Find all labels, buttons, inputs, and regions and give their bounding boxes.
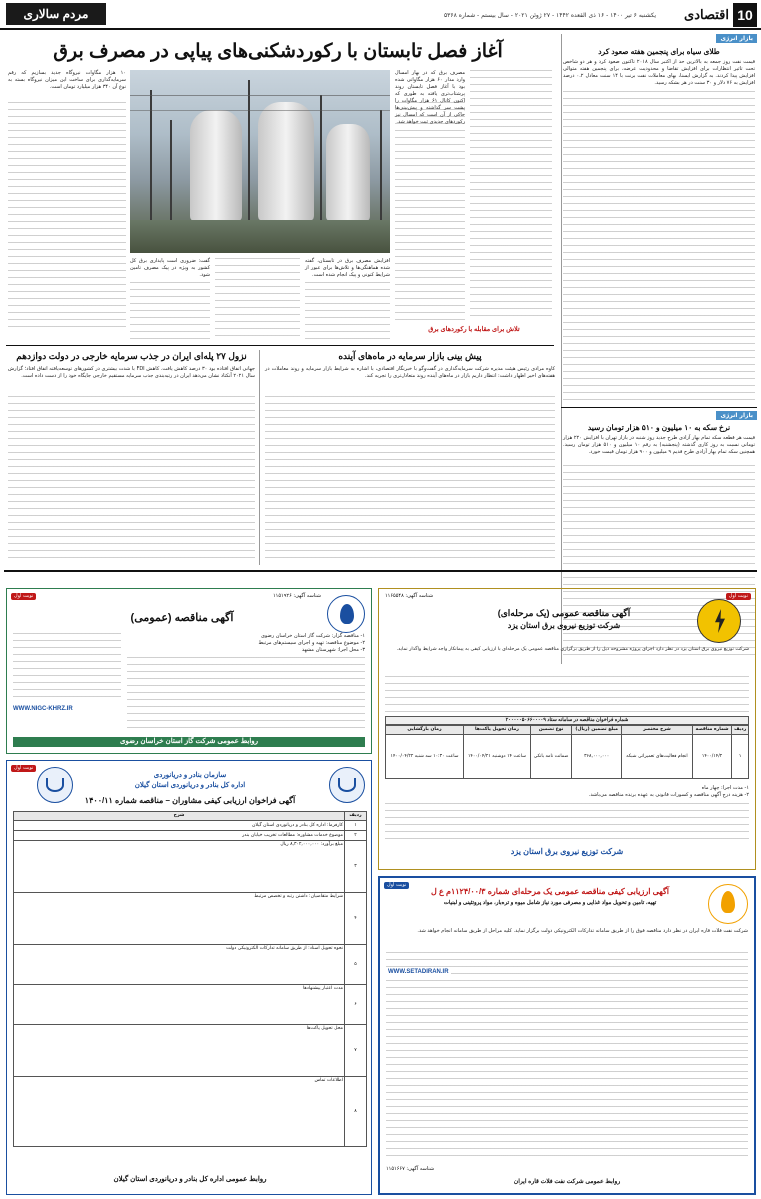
page-number: 10 [733,3,757,27]
table-cell: ۴ [345,893,367,945]
table-row [14,1077,367,1147]
newspaper-logo: مردم سالاری [6,3,106,25]
table-cell: ۷ [345,1025,367,1077]
ad-title: آگهی ارزیابی کیفی مناقصه عمومی یک مرحله‌ای شماره ۱۱۲۴/۰۰/۳م ع ل [430,887,670,896]
section-title: اقتصادی [684,7,729,22]
tender-ad-yazd [378,588,756,870]
article-body-oil: قیمت نفت روز جمعه به بالاترین حد از اکتبر سال ۲۰۱۸ تاکنون صعود کرد و هر دو شاخص تحت تاثیر انتظارات برای افزایش تقاضا و محدودیت عرضه، برای پنجمین هفته متوالی افزایش پیدا کردند. به گزارش ایسنا، بهای معاملات نفت برنت با ۱۴ سنت معادل ۰.۲ درصد افزایش به ۷۶ دلار و ۳۰ سنت در هر بشکه رسید. [563,59,755,86]
fdi-body: جهانی اتفاق افتاده بود ۳۰ درصد کاهش یافت. کاهش FDI با شدت بیشتری در کشورهای توسعه‌یافته اتفاق افتاد؛ گزارش سال ۲۰۲۱ آنکتاد نشان می‌دهد ایران در رتبه‌بندی جذب سرمایه مستقیم خارجی جایگاه خود را از دست داده است. [8,366,255,379]
ad-intro-filler [385,676,749,712]
main-body-col5: گفت: ضروری است پایداری برق کل کشور به ویژه در پیک مصرف تامین شود. [130,258,210,278]
column-divider [259,350,260,565]
col-header: شرح مختصر [622,726,693,735]
ad-notes: ۱- مدت اجرا: چهار ماه ۲- هزینه درج آگهی مناقصه و کسورات قانونی به عهده برنده مناقصه می‌باشد. [588,785,749,798]
oil-company-logo-icon [708,884,748,924]
ad-body-filler [127,657,365,729]
table-cell: ۳۶۸,۰۰۰,۰۰۰ [572,735,622,779]
table-caption: شماره فراخوان مناقصه در سامانه ستاد ۲۰۰۰۰۰۵۰۶۶۰۰۰۰۹ [385,716,749,725]
ad-footer: شرکت توزیع نیروی برق استان یزد [510,847,624,856]
ad-body-filler [13,633,121,703]
utility-logo-icon [697,599,741,643]
table-cell: نحوه تحویل اسناد: از طریق سامانه تدارکات الکترونیکی دولت [14,945,345,985]
divider [6,345,554,346]
fdi-filler [8,396,255,564]
ad-footer: روابط عمومی شرکت گاز استان خراسان رضوی [13,737,365,747]
table-cell: ۲ [345,831,367,841]
table-cell: ۳ [345,841,367,893]
ad-url-link[interactable]: WWW.SETADIRAN.IR [388,969,449,975]
ad-title: آگهی فراخوان ارزیابی کیفی مشاوران – مناقصه شماره ۱۴۰۰/۱۱ [84,796,296,805]
main-body-filler [130,282,210,340]
ad-body-filler [386,952,748,1162]
ad-body: شرکت نفت فلات قاره ایران در نظر دارد مناقصه فوق را از طریق سامانه تدارکات الکترونیکی دولت برگزار نماید. کلیه مراحل از طریق سامانه انجام خواهد شد. [417,928,748,934]
table-cell: کارفرما: اداره کل بنادر و دریانوردی استان گیلان [14,821,345,831]
tender-ad-ports [6,760,372,1195]
tender-table [385,725,749,779]
ad-footer: روابط عمومی اداره کل بنادر و دریانوردی استان گیلان [113,1176,267,1183]
ad-label: نوبت اول [384,882,409,889]
col-header: زمان تحویل پاکت‌ها [463,726,530,735]
ad-title: آگهی مناقصه عمومی (یک مرحله‌ای) [497,608,631,618]
ad-org: سازمان بنادر و دریانوردی اداره کل بنادر و دریانوردی استان گیلان [134,772,246,790]
ad-label: نوبت اول [11,593,36,600]
ad-id: شناسه آگهی: ۱۱۵۱۶۶۷ [386,1166,435,1172]
table-row [14,893,367,945]
power-plant-photo [130,70,390,253]
category-tag: بازار انرژی [716,34,757,43]
ports-table [13,811,367,1147]
table-cell: ۱ [732,735,749,779]
table-row [14,945,367,985]
table-cell: ۸ [345,1077,367,1147]
table-cell: شرایط متقاضیان: داشتن رتبه و تخصص مرتبط [14,893,345,945]
col-header: شرح [14,812,345,821]
table-cell: ساعت ۱۴ دوشنبه ۱۴۰۰/۰۴/۲۱ [463,735,530,779]
table-cell: اطلاعات تماس [14,1077,345,1147]
ad-id: شناسه آگهی: ۱۱۵۱۹۲۶ [272,593,321,599]
table-cell: ۱ [345,821,367,831]
capital-market-filler [265,396,555,564]
table-cell: ضمانت نامه بانکی [530,735,571,779]
date-line: یکشنبه ۶ تیر ۱۴۰۰ - ۱۶ ذی القعده ۱۴۴۲ - ۲۷ ژوئن ۲۰۲۱ - سال بیستم - شماره ۵۳۶۸ [443,12,656,19]
ad-label: نوبت اول [726,593,751,600]
table-cell: ۱۴۰۰/۱۴/۲ [692,735,732,779]
capital-market-body: کاوه مرادی رئیس هیئت مدیره شرکت سرمایه‌گذاری در گفت‌وگو با خبرنگار اقتصادی، با اشاره به شرایط بازار سرمایه و روند معاملات در هفته‌های اخیر اظهار داشت: انتظار داریم بازار در ماه‌های آینده روند متعادل‌تری را تجربه کند. [265,366,555,379]
table-cell: مبلغ برآورد: ۸,۳۰۲,۰۰۰,۰۰۰ ریال [14,841,345,893]
main-body-col1: مصرف برق که در بهار امسال وارد مدار ۶۰ هزار مگاواتی شده بود با آغاز فصل تابستان روند پرشتاب‌تری یافته به طوری که اکنون کانال ۶۱ هزار مگاوات را پشت سر گذاشته و پیش‌بینی‌ها حاکی از آن است که امسال نیز رکوردهای جدیدی ثبت خواهد شد. [395,70,466,125]
article-title-oil: طلای سیاه برای پنجمین هفته صعود کرد [598,47,720,56]
col-header: ردیف [345,812,367,821]
table-cell: محل تحویل پاکت‌ها [14,1025,345,1077]
main-body-col-left: ۱۰ هزار مگاوات نیروگاه جدید بسازیم که رقم سرمایه‌گذاری برای ساخت این میزان نیروگاه بسته به نوع آن ۳۴۰ هزار میلیارد تومان است. [8,70,126,90]
tender-ad-gas [6,588,372,754]
article-title-gold: نرخ سکه به ۱۰ میلیون و ۵۱۰ هزار تومان رسید [587,423,731,432]
col-header: نوع تضمین [530,726,571,735]
ad-id: شناسه آگهی: ۱۱۶۵۵۴۸ [385,593,434,599]
ad-org: شرکت توزیع نیروی برق استان یزد [507,621,621,630]
main-headline: آغاز فصل تابستان با رکوردشکنی‌های پیاپی در مصرف برق [53,41,503,62]
fdi-title: نزول ۲۷ پله‌ای ایران در جذب سرمایه خارجی در دولت دوازدهم [16,351,247,361]
main-body-filler [8,102,126,332]
ad-title: آگهی مناقصه (عمومی) [130,612,234,624]
table-cell: انجام فعالیت‌های تعمیراتی شبکه [622,735,693,779]
ad-label: نوبت اول [11,765,36,772]
table-row [14,841,367,893]
col-header: مبلغ تضمین (ریال) [572,726,622,735]
divider [4,570,757,572]
ad-body: ۱- مناقصه گزار: شرکت گاز استان خراسان رضوی ۲- موضوع مناقصه: تهیه و اجرای سیستم‌های مرتبط ۳- محل اجرا: شهرستان مشهد [258,633,365,653]
table-cell: ساعت ۱۰:۳۰ سه شنبه ۱۴۰۰/۰۴/۲۲ [386,735,464,779]
table-cell: موضوع خدمات مشاوره: مطالعات تخریب خیابان بندر [14,831,345,841]
ad-notes-filler [385,803,749,841]
col-header: ردیف [732,726,749,735]
main-body-filler [470,70,552,322]
table-cell: مدت اعتبار پیشنهادها [14,985,345,1025]
table-row [14,985,367,1025]
table-cell: ۵ [345,945,367,985]
table-row [14,821,367,831]
table-row [386,735,749,779]
col-header: زمان بازگشایی [386,726,464,735]
table-cell: ۶ [345,985,367,1025]
category-tag: بازار انرژی [716,411,757,420]
pull-quote: تلاش برای مقابله با رکوردهای برق [428,326,520,333]
table-row [14,831,367,841]
main-body-filler [215,258,300,340]
col-header: شماره مناقصه [692,726,732,735]
article-body-filler [563,91,755,404]
ad-subtitle: تهیه، تامین و تحویل مواد غذایی و مصرفی مورد نیاز شامل میوه و تره‌بار، مواد پروتئینی و لبنیات [443,900,657,906]
main-body-filler [395,102,465,322]
capital-market-title: پیش بینی بازار سرمایه در ماه‌های آینده [338,351,482,361]
ad-intro: شرکت توزیع نیروی برق استان یزد در نظر دارد اجرای پروژه مشروحه ذیل را از طریق برگزاری مناقصه عمومی یک مرحله‌ای با ارزیابی کیفی به پیمانکار واجد شرایط واگذار نماید. [396,647,749,652]
tender-ad-oil [378,876,756,1195]
table-row [14,1025,367,1077]
main-body-col3: افزایش مصرف برق در تابستان، گفته شده هماهنگی‌ها و تلاش‌ها برای عبور از شرایط کنونی و پیک انجام شده است. [305,258,390,278]
divider [561,407,757,408]
gas-company-logo-icon [327,595,365,633]
main-body-filler [305,282,390,340]
article-body-gold: قیمت هر قطعه سکه تمام بهار آزادی طرح جدید روز شنبه در بازار تهران با افزایش ۲۲۰ هزار تومانی نسبت به روز کاری گذشته (پنجشنبه) به رقم ۱۰ میلیون و ۵۱۰ هزار تومان رسید. همچنین سکه تمام بهار آزادی طرح قدیم ۹ میلیون و ۹۰۰ هزار تومان قیمت خورد. [563,435,755,455]
ad-url-link[interactable]: WWW.NIGC-KHRZ.IR [13,706,73,712]
ad-footer: روابط عمومی شرکت نفت فلات قاره ایران [513,1179,621,1185]
